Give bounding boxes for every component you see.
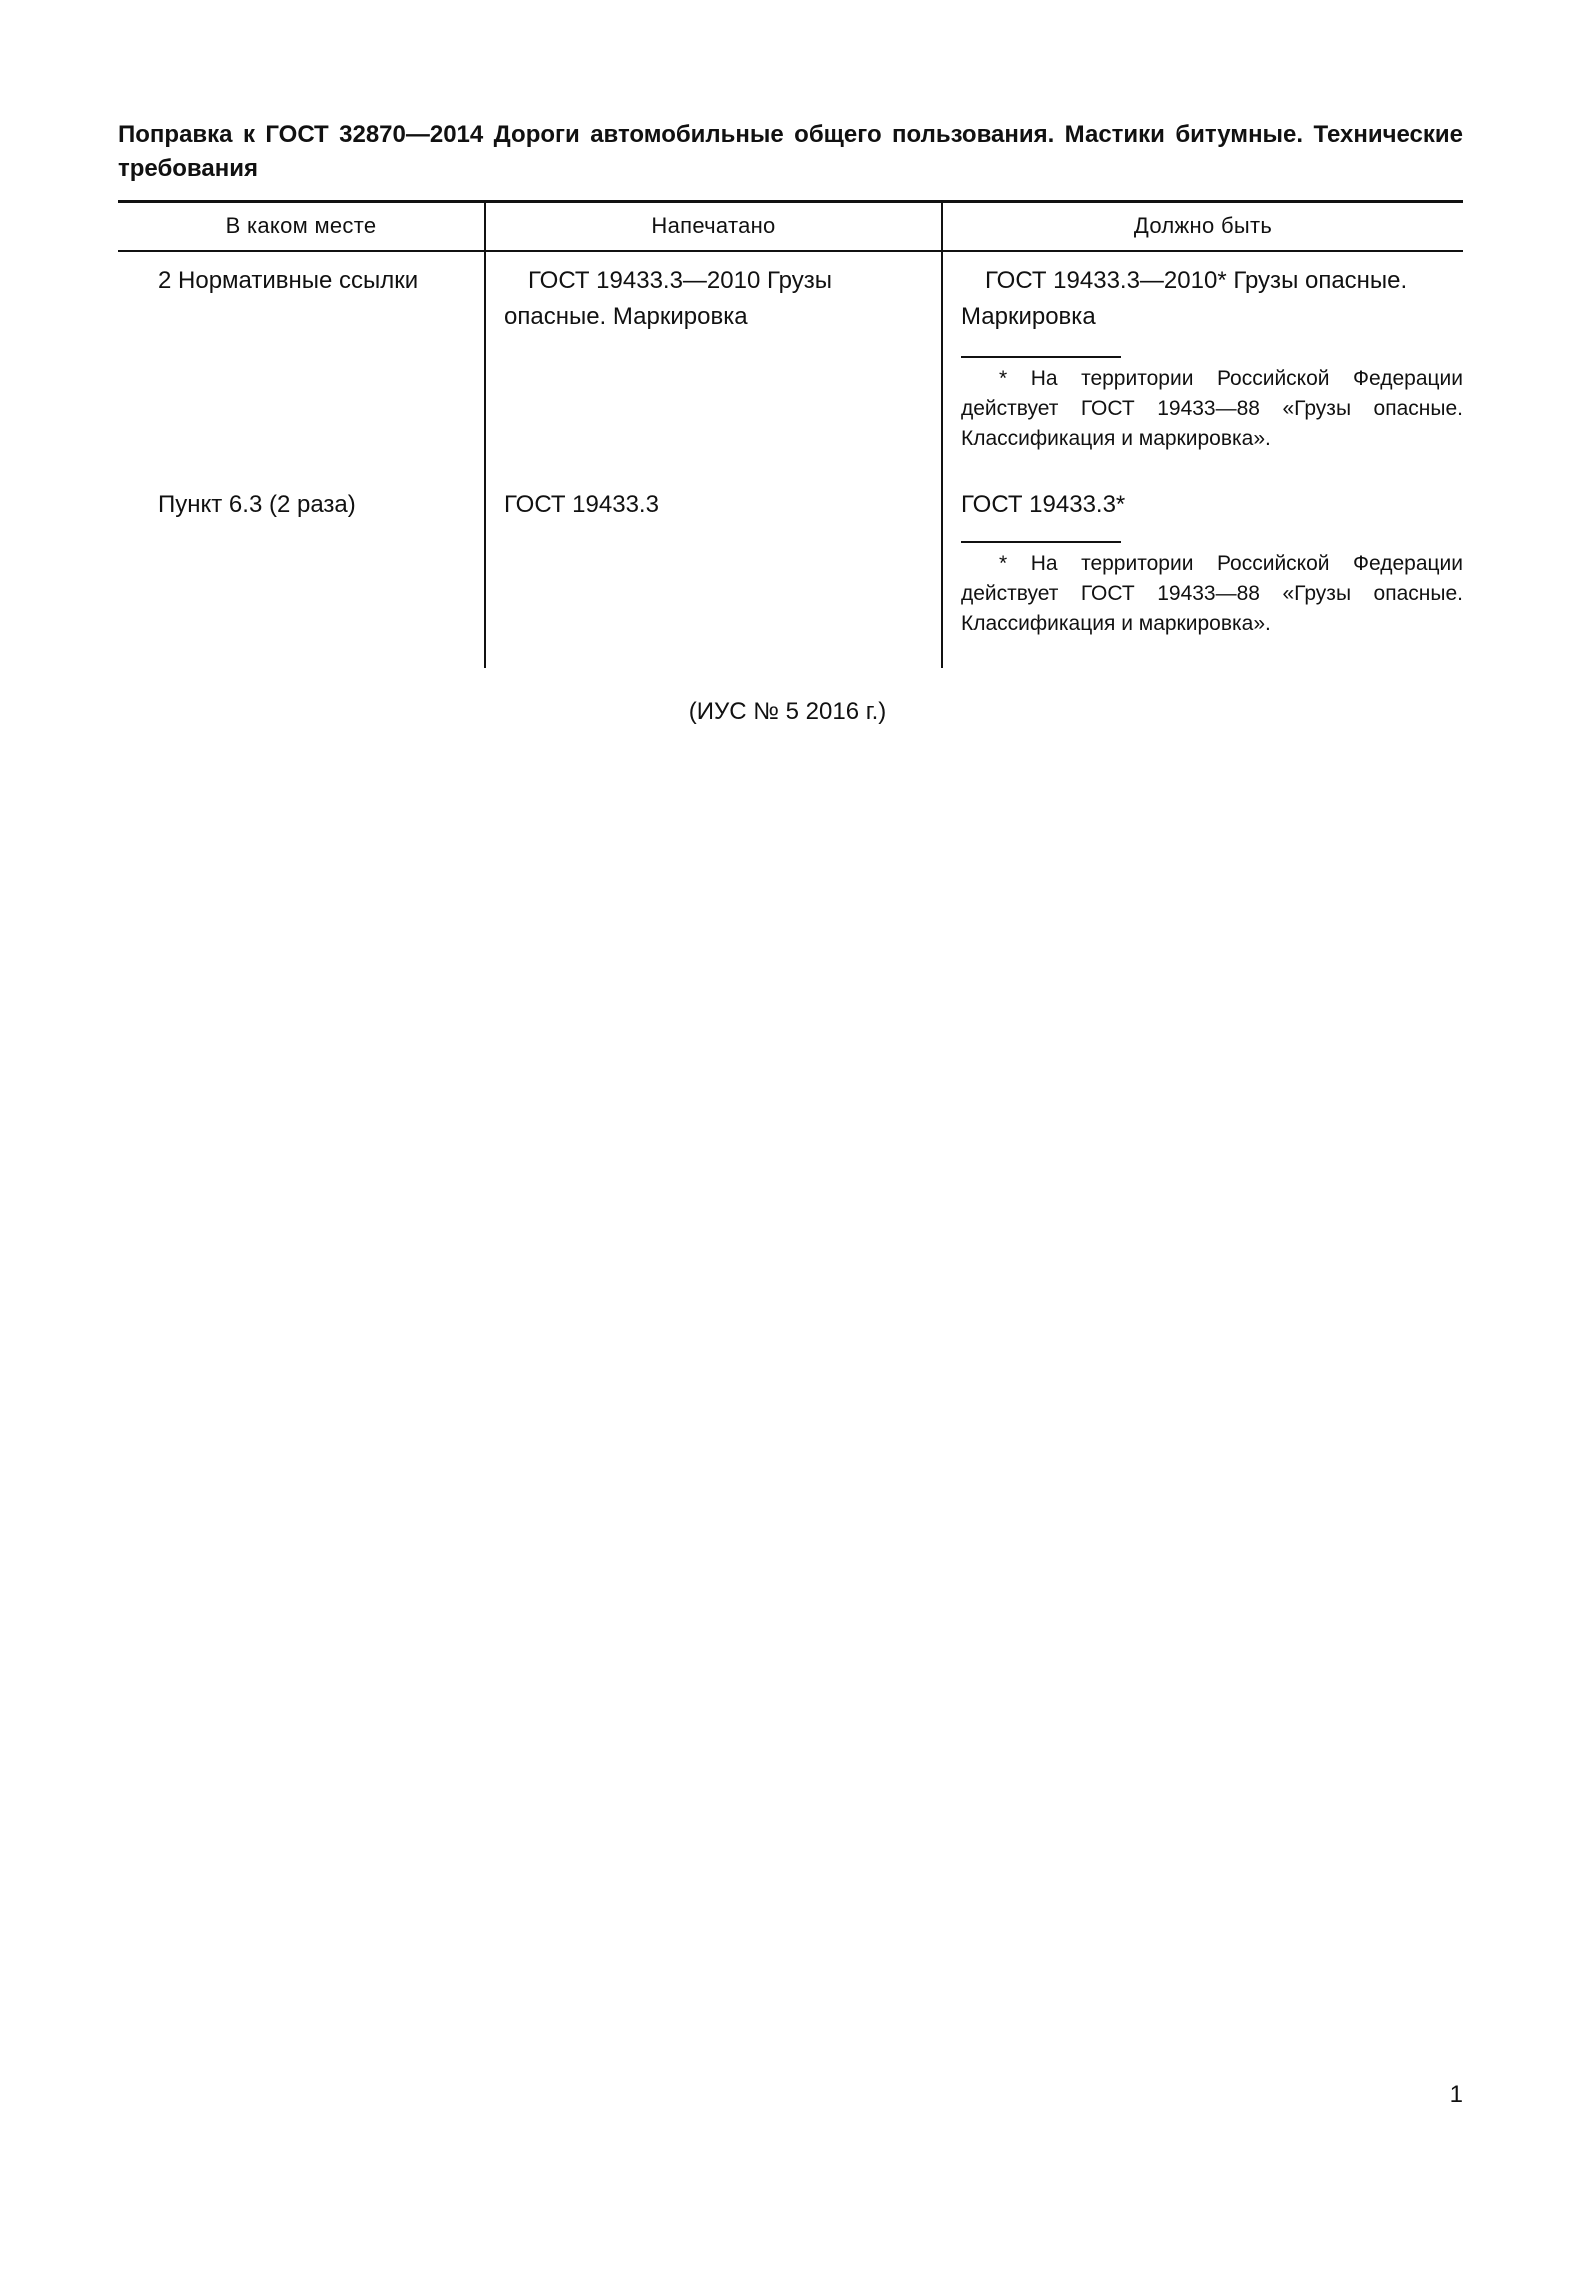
footnote-rule — [961, 356, 1121, 358]
column-divider — [484, 200, 486, 668]
footnote-rule — [961, 541, 1121, 543]
header-should-be: Должно быть — [1133, 213, 1273, 238]
row-1-printed: ГОСТ 19433.3—2010 Грузы опасные. Маркировка — [504, 267, 832, 330]
source-reference: (ИУС № 5 2016 г.) — [688, 698, 887, 725]
document-title: Поправка к ГОСТ 32870—2014 Дороги автомобильные общего пользования. Мастики битумные. Технические требования — [118, 121, 1463, 182]
row-1-where: 2 Нормативные ссылки — [158, 267, 419, 294]
row-2-printed: ГОСТ 19433.3 — [504, 491, 659, 518]
table-top-rule — [118, 200, 1463, 203]
row-2-should-be: ГОСТ 19433.3* — [961, 491, 1126, 518]
row-1-should-be: ГОСТ 19433.3—2010* Грузы опасные. Маркировка — [961, 267, 1408, 330]
table-header-rule — [118, 250, 1463, 252]
row-2-where: Пункт 6.3 (2 раза) — [158, 491, 356, 518]
header-printed: Напечатано — [651, 213, 776, 238]
page-number: 1 — [1449, 2081, 1463, 2108]
row-1-footnote: * На территории Российской Федерации действует ГОСТ 19433—88 «Грузы опасные. Классификация и маркировка». — [961, 367, 1463, 450]
column-divider — [941, 200, 943, 668]
row-2-footnote: * На территории Российской Федерации действует ГОСТ 19433—88 «Грузы опасные. Классификация и маркировка». — [961, 552, 1463, 635]
header-where: В каком месте — [225, 213, 377, 238]
